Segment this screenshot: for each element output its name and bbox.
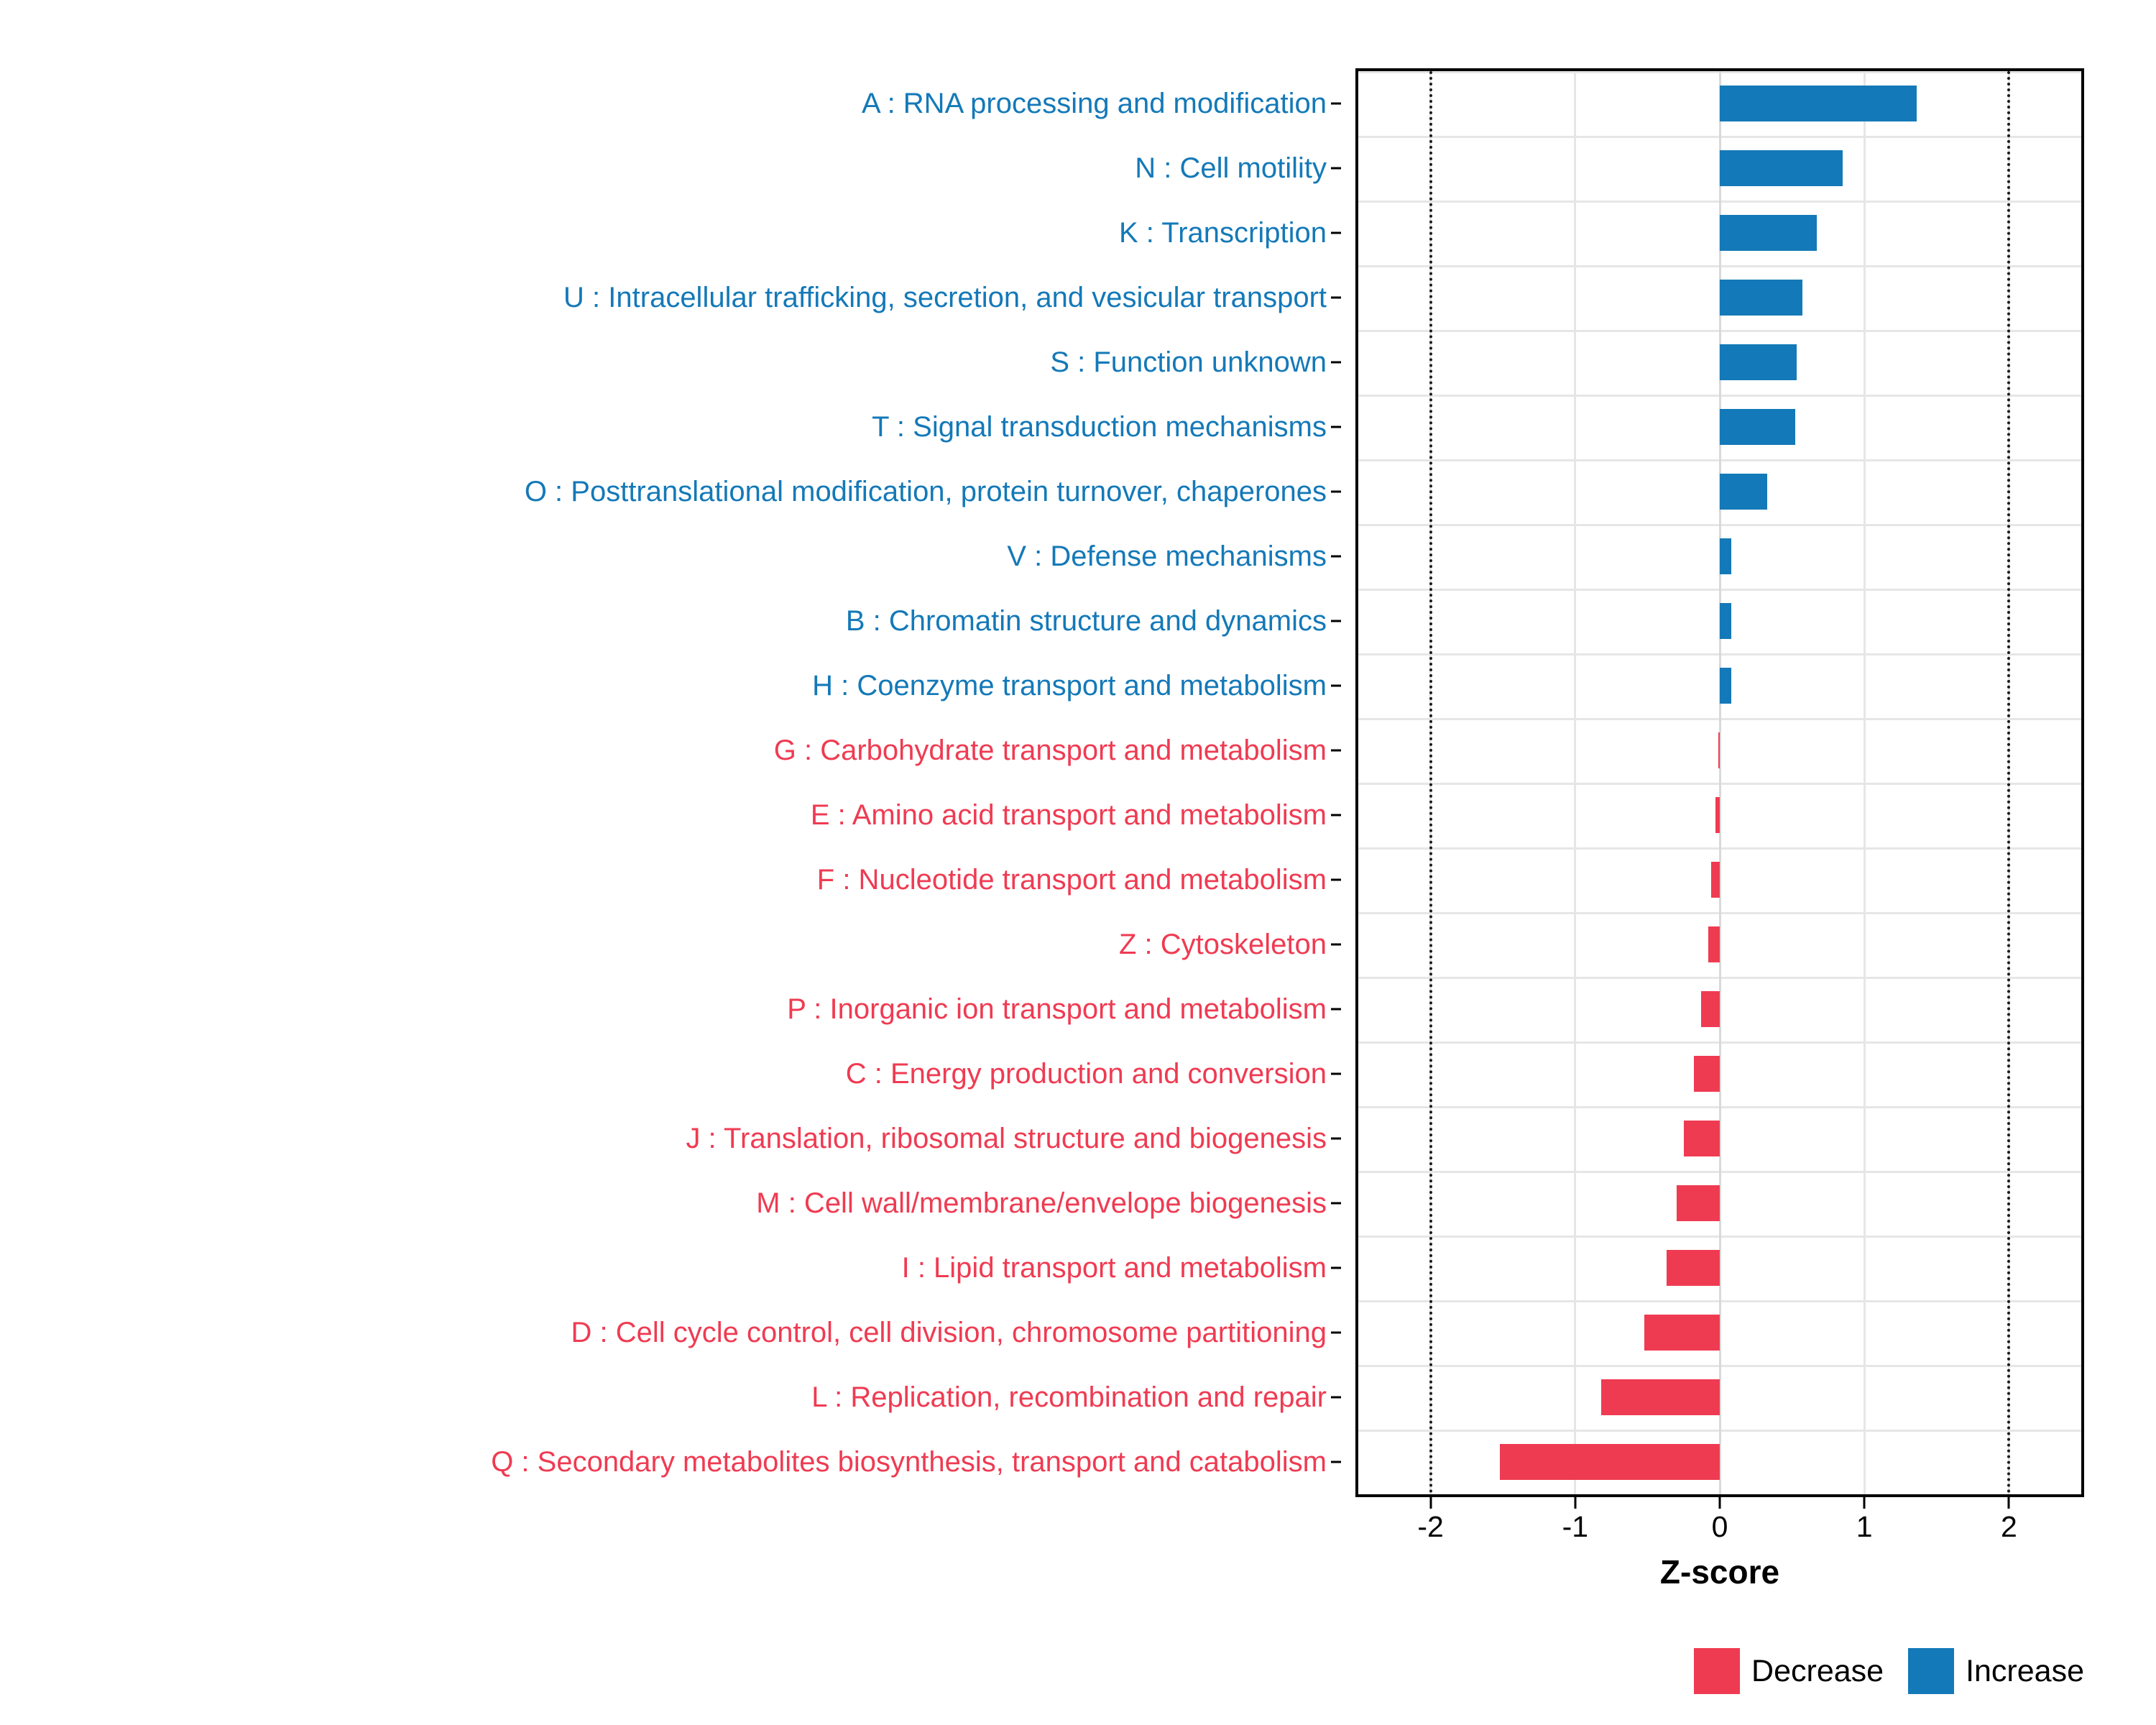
y-axis-label: H : Coenzyme transport and metabolism [812, 670, 1327, 702]
y-axis-label: A : RNA processing and modification [861, 88, 1327, 119]
bar [1677, 1185, 1720, 1221]
y-axis-tick [1331, 750, 1341, 752]
bar [1720, 668, 1731, 704]
x-axis-tick [1429, 1497, 1432, 1509]
bar [1720, 215, 1817, 251]
y-axis-label: Q : Secondary metabolites biosynthesis, transport and catabolism [491, 1446, 1327, 1478]
y-axis-label: M : Cell wall/membrane/envelope biogenesis [756, 1187, 1327, 1219]
y-axis-tick [1331, 103, 1341, 105]
x-axis-tick [1574, 1497, 1576, 1509]
y-axis-label: K : Transcription [1118, 217, 1327, 249]
bar [1667, 1250, 1720, 1286]
y-axis-label: L : Replication, recombination and repair [811, 1381, 1327, 1413]
gridline-vertical [1864, 71, 1866, 1494]
bar [1715, 797, 1720, 833]
y-axis-tick [1331, 297, 1341, 299]
bar [1644, 1315, 1720, 1351]
y-axis-category-labels [0, 68, 1341, 1497]
x-axis-tick-label: -2 [1417, 1510, 1444, 1543]
x-axis-tick [1864, 1497, 1866, 1509]
y-axis-tick [1331, 1073, 1341, 1075]
gridline-horizontal [1358, 1494, 2081, 1496]
bar [1711, 862, 1720, 898]
y-axis-tick [1331, 491, 1341, 493]
y-axis-tick [1331, 1461, 1341, 1463]
y-axis-label: G : Carbohydrate transport and metabolism [773, 735, 1327, 766]
x-axis-tick-label: -1 [1562, 1510, 1589, 1543]
y-axis-label: T : Signal transduction mechanisms [872, 411, 1327, 443]
gridline-vertical [1574, 71, 1576, 1494]
y-axis-tick [1331, 1202, 1341, 1205]
legend-label: Increase [1966, 1653, 2084, 1688]
y-axis-tick [1331, 167, 1341, 170]
y-axis-label: D : Cell cycle control, cell division, chromosome partitioning [571, 1317, 1327, 1348]
y-axis-tick [1331, 1008, 1341, 1011]
bar [1720, 409, 1795, 445]
legend-item [1694, 1648, 1884, 1694]
y-axis-label: J : Translation, ribosomal structure and biogenesis [686, 1123, 1327, 1154]
bar [1718, 732, 1720, 768]
x-axis-tick [1719, 1497, 1721, 1509]
x-axis-tick-label: 2 [2000, 1510, 2017, 1543]
y-axis-label: S : Function unknown [1050, 346, 1327, 378]
x-axis-tick-label: 0 [1711, 1510, 1728, 1543]
legend-item [1908, 1648, 2084, 1694]
bar [1720, 538, 1731, 574]
y-axis-label: F : Nucleotide transport and metabolism [816, 864, 1327, 896]
y-axis-label: I : Lipid transport and metabolism [901, 1252, 1327, 1284]
y-axis-tick [1331, 1138, 1341, 1140]
y-axis-label: Z : Cytoskeleton [1118, 929, 1327, 960]
threshold-line [2007, 71, 2010, 1494]
y-axis-label: U : Intracellular trafficking, secretion, and vesicular transport [563, 282, 1327, 313]
x-axis-tick [2008, 1497, 2010, 1509]
bar [1708, 926, 1720, 962]
y-axis-tick [1331, 1332, 1341, 1334]
bar [1720, 280, 1802, 316]
y-axis-tick [1331, 362, 1341, 364]
bar [1684, 1121, 1720, 1156]
legend-swatch [1908, 1648, 1954, 1694]
x-axis-title: Z-score [1659, 1553, 1780, 1591]
y-axis-tick [1331, 232, 1341, 234]
y-axis-label: V : Defense mechanisms [1007, 540, 1327, 572]
bar [1601, 1379, 1720, 1415]
y-axis-tick [1331, 944, 1341, 946]
x-axis-ticks [1355, 1497, 2084, 1543]
y-axis-tick [1331, 685, 1341, 687]
y-axis-label: O : Posttranslational modification, protein turnover, chaperones [524, 476, 1327, 507]
bar [1720, 344, 1797, 380]
bar [1720, 603, 1731, 639]
y-axis-tick [1331, 620, 1341, 622]
bar [1701, 991, 1720, 1027]
y-axis-tick [1331, 879, 1341, 881]
threshold-line [1429, 71, 1432, 1494]
y-axis-label: C : Energy production and conversion [845, 1058, 1327, 1090]
bar [1500, 1444, 1720, 1480]
legend-label: Decrease [1751, 1653, 1884, 1688]
y-axis-label: B : Chromatin structure and dynamics [845, 605, 1327, 637]
chart-legend [1355, 1646, 2084, 1696]
y-axis-tick [1331, 556, 1341, 558]
bar [1720, 474, 1767, 510]
y-axis-label: P : Inorganic ion transport and metabolism [787, 993, 1327, 1025]
legend-swatch [1694, 1648, 1740, 1694]
bar [1694, 1056, 1720, 1092]
plot-panel [1355, 68, 2084, 1497]
y-axis-tick [1331, 814, 1341, 816]
bar [1720, 86, 1917, 121]
y-axis-tick [1331, 1397, 1341, 1399]
y-axis-label: E : Amino acid transport and metabolism [810, 799, 1327, 831]
y-axis-tick [1331, 426, 1341, 428]
y-axis-tick [1331, 1267, 1341, 1269]
bar [1720, 150, 1843, 186]
y-axis-label: N : Cell motility [1135, 152, 1327, 184]
x-axis-tick-label: 1 [1856, 1510, 1873, 1543]
